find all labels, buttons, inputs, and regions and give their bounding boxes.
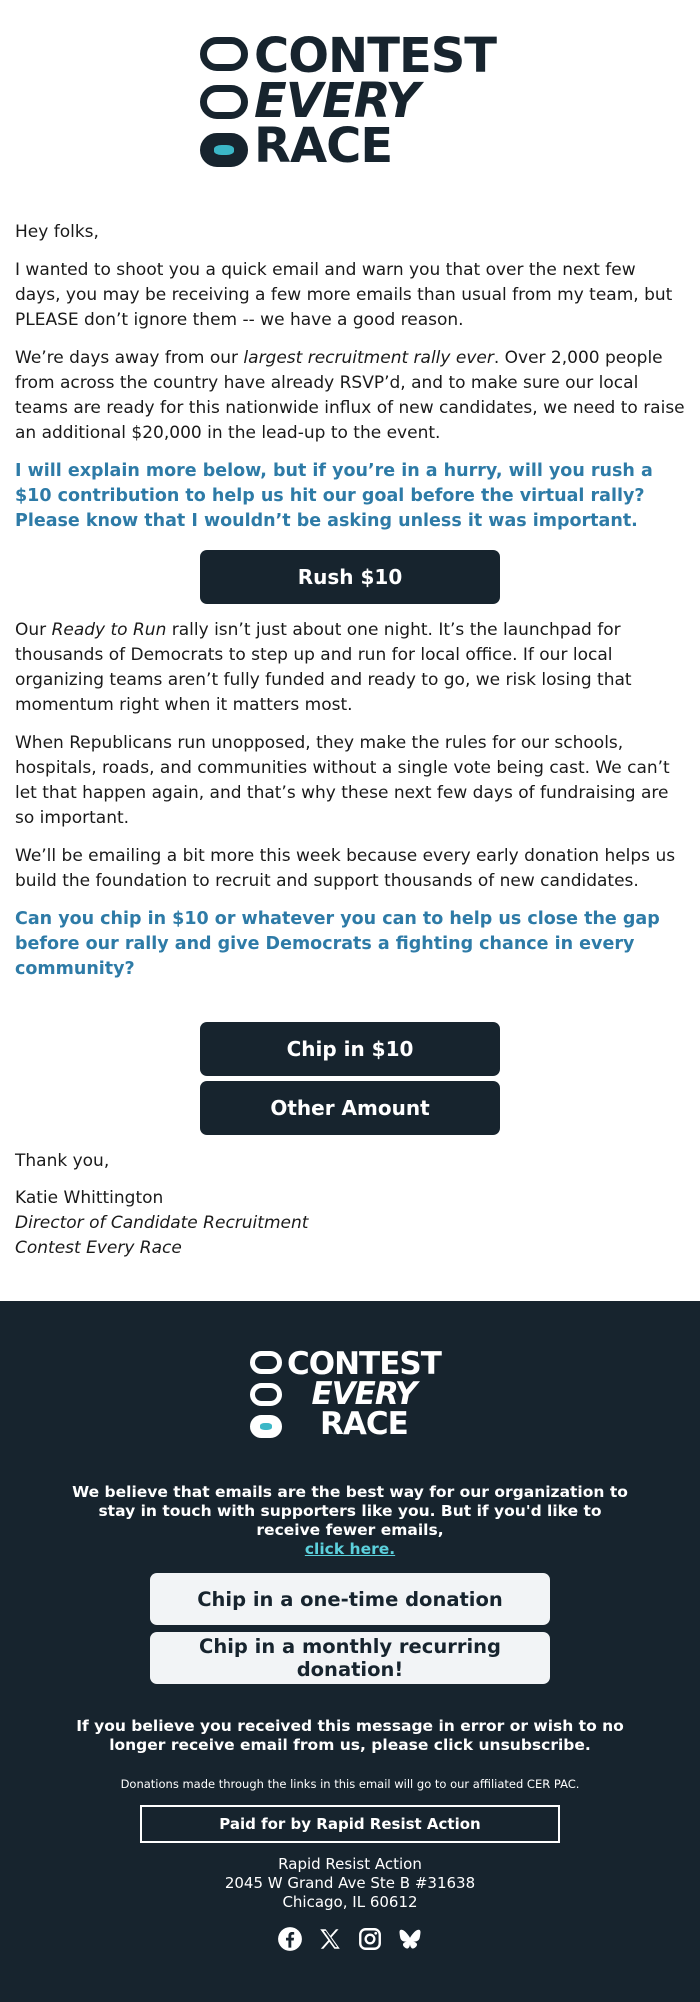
address-line-3: Chicago, IL 60612 — [282, 1893, 418, 1911]
pac-note: Donations made through the links in this email will go to our affiliated CER PAC. — [120, 1777, 580, 1791]
monthly-donation-button[interactable]: Chip in a monthly recurring donation! — [150, 1632, 550, 1684]
signer-org: Contest Every Race — [15, 1238, 182, 1258]
signer-name: Katie Whittington — [15, 1188, 164, 1208]
logo-word-contest: CONTEST — [254, 28, 497, 84]
other-amount-button[interactable]: Other Amount — [200, 1081, 500, 1135]
paragraph-4: When Republicans run unopposed, they make the rules for our schools, hospitals, roads, and communities without a single vote being cast. We can’t let that happen again, and that’s why these next few days of fundraising are so important. — [15, 733, 670, 828]
social-links — [0, 1926, 700, 1952]
fewer-emails-text: We believe that emails are the best way for our organization to stay in touch with supporters like you. But if you'd like to receive fewer emails, click here. — [72, 1483, 628, 1558]
logo-word-every: EVERY — [254, 73, 420, 129]
bluesky-icon[interactable] — [397, 1926, 423, 1952]
callout-1: I will explain more below, but if you’re in a hurry, will you rush a $10 contribution to help us hit our goal before the virtual rally? Please know that I wouldn’t be asking unless it was important. — [15, 461, 653, 531]
paragraph-1: I wanted to shoot you a quick email and warn you that over the next few days, you may be receiving a few more emails than usual from my team, but PLEASE don’t ignore them -- we have a good reason. — [15, 260, 673, 330]
paragraph-3: Our Ready to Run rally isn’t just about one night. It’s the launchpad for thousands of Democrats to step up and run for local office. If our local organizing teams aren’t fully funded and ready to go, we risk losing that momentum right when it matters most. — [15, 620, 632, 715]
greeting: Hey folks, — [15, 222, 99, 242]
facebook-icon[interactable] — [277, 1926, 303, 1952]
logo-ring-icon — [200, 85, 248, 119]
one-time-donation-button[interactable]: Chip in a one-time donation — [150, 1573, 550, 1625]
instagram-icon[interactable] — [357, 1926, 383, 1952]
address-line-1: Rapid Resist Action — [278, 1855, 422, 1873]
email-page — [0, 28, 700, 2002]
logo-wordmark — [287, 1346, 441, 1442]
logo-speech-bubble-icon — [250, 1415, 282, 1438]
chip-in-10-button[interactable]: Chip in $10 — [200, 1022, 500, 1076]
fewer-emails-link[interactable]: click here. — [304, 1540, 396, 1558]
paragraph-2: We’re days away from our largest recruitment rally ever. Over 2,000 people from across the country have already RSVP’d, and to make sure our local teams are ready for this nationwide influx of new candidates, we need to raise an additional $20,000 in the lead-up to the event. — [15, 348, 685, 443]
logo-word-race: RACE — [320, 1406, 408, 1442]
logo-word-every: EVERY — [311, 1376, 417, 1412]
paragraph-5: We’ll be emailing a bit more this week because every early donation helps us build the foundation to recruit and support thousands of new candidates. — [15, 846, 676, 891]
email-body — [0, 220, 700, 1261]
footer — [0, 1301, 700, 2002]
signature — [15, 1149, 685, 1261]
logo-ring-icon — [250, 1383, 282, 1406]
logo-ring-icon — [200, 37, 248, 71]
signer-title: Director of Candidate Recruitment — [15, 1213, 309, 1233]
unsubscribe-text: If you believe you received this message in error or wish to no longer receive email from us, please click unsubscribe. — [76, 1717, 624, 1754]
footer-logo — [250, 1346, 700, 1445]
rush-10-button[interactable]: Rush $10 — [200, 550, 500, 604]
callout-2: Can you chip in $10 or whatever you can to help us close the gap before our rally and give Democrats a fighting chance in every community? — [15, 909, 660, 979]
mailing-address — [0, 1855, 700, 1912]
logo-wordmark — [254, 28, 497, 174]
logo-marks — [250, 1349, 282, 1445]
logo-word-contest: CONTEST — [287, 1346, 441, 1382]
sign-off: Thank you, — [15, 1151, 110, 1171]
logo-word-race: RACE — [254, 118, 393, 174]
x-icon[interactable] — [317, 1926, 343, 1952]
paid-for-box: Paid for by Rapid Resist Action — [140, 1805, 560, 1843]
logo-ring-icon — [250, 1351, 282, 1374]
header-logo — [200, 28, 700, 178]
logo-speech-bubble-icon — [200, 133, 248, 167]
logo-marks — [200, 34, 248, 178]
address-line-2: 2045 W Grand Ave Ste B #31638 — [224, 1874, 476, 1892]
